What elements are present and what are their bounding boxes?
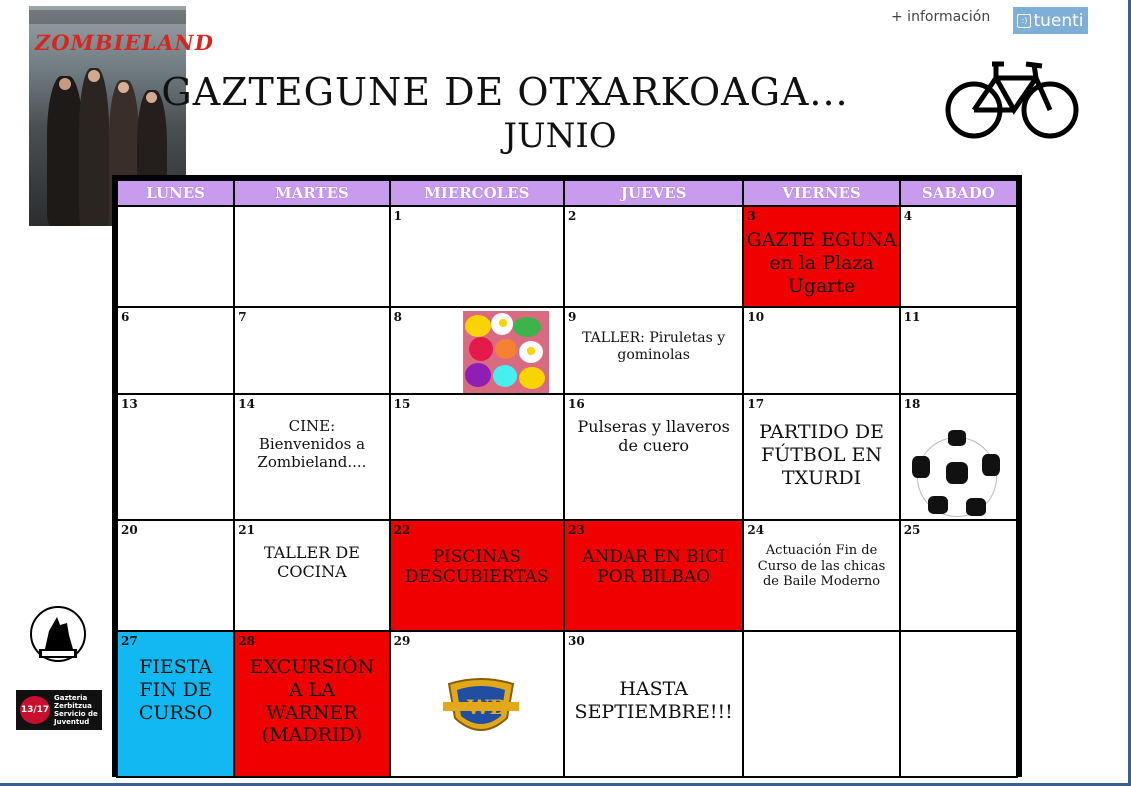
day-cell: [390, 631, 564, 777]
day-number: 13: [121, 397, 138, 411]
day-number: 29: [393, 634, 411, 648]
day-cell-event: [564, 631, 743, 777]
day-cell-event: [564, 520, 743, 631]
day-number: 21: [238, 523, 255, 537]
day-number: 27: [121, 634, 138, 648]
day-number: 7: [238, 310, 247, 324]
day-number: 6: [121, 310, 130, 324]
day-cell-event: [743, 206, 899, 307]
day-number: 17: [747, 397, 765, 411]
poster-title: ZOMBIELAND: [32, 30, 217, 55]
day-cell-event: [743, 520, 899, 631]
day-cell: [117, 520, 234, 631]
day-number: 2: [567, 209, 577, 223]
day-cell: [743, 307, 899, 394]
day-cell: [743, 631, 899, 777]
day-number: 16: [567, 397, 585, 411]
more-info-link[interactable]: + información: [891, 9, 991, 25]
day-number: 18: [903, 397, 921, 411]
event-text: TALLER: Piruletas y gominolas: [582, 330, 726, 363]
day-header: MIERCOLES: [390, 180, 564, 206]
event-text: Pulseras y llaveros de cuero: [577, 417, 730, 456]
day-cell-event: [564, 307, 743, 394]
day-number: 22: [393, 523, 411, 537]
day-number: 25: [903, 523, 921, 537]
soccer-ball-image: [917, 437, 997, 517]
day-number: 24: [747, 523, 765, 537]
tuenti-button[interactable]: [1013, 7, 1088, 34]
day-number: 9: [567, 310, 577, 324]
day-cell: [234, 206, 389, 307]
day-cell-event: [743, 394, 899, 520]
day-cell: [117, 394, 234, 520]
day-number: 28: [238, 634, 255, 648]
sweets-image: [463, 311, 549, 393]
day-number: 11: [903, 310, 921, 324]
day-number: 15: [393, 397, 411, 411]
calendar: [112, 175, 1022, 777]
day-cell: [900, 394, 1017, 520]
day-number: 8: [393, 310, 402, 324]
tuenti-icon: :): [1017, 14, 1031, 28]
event-text: PISCINAS DESCUBIERTAS: [405, 547, 549, 588]
day-header: SABADO: [900, 180, 1017, 206]
event-text: GAZTE EGUNA en la Plaza Ugarte: [746, 229, 897, 297]
event-text: FIESTA FIN DE CURSO: [138, 656, 213, 724]
event-text: CINE: Bienvenidos a Zombieland....: [257, 417, 367, 471]
day-cell-event: [234, 631, 389, 777]
day-cell-event: [234, 520, 389, 631]
day-cell: [900, 631, 1017, 777]
day-number: 3: [747, 209, 756, 223]
day-cell: [234, 307, 389, 394]
logo-number: 13/17: [20, 696, 50, 724]
page-month: JUNIO: [503, 116, 617, 156]
day-cell: [390, 206, 564, 307]
day-header: VIERNES: [743, 180, 899, 206]
day-cell: [117, 307, 234, 394]
day-number: 23: [567, 523, 585, 537]
day-cell: [900, 307, 1017, 394]
day-number: 20: [121, 523, 138, 537]
day-number: 14: [238, 397, 255, 411]
event-text: EXCURSIÓN A LA WARNER (MADRID): [249, 656, 375, 747]
event-text: Actuación Fin de Curso de las chicas de Baile Moderno: [757, 543, 886, 590]
day-number: 4: [903, 209, 913, 223]
day-cell-event: [234, 394, 389, 520]
wolf-logo: [29, 605, 87, 663]
event-text: TALLER DE COCINA: [263, 543, 360, 582]
day-cell: [900, 206, 1017, 307]
event-text: ANDAR EN BICI POR BILBAO: [582, 547, 726, 588]
day-header: JUEVES: [564, 180, 743, 206]
event-text: HASTA SEPTIEMBRE!!!: [574, 678, 733, 723]
event-text: PARTIDO DE FÚTBOL EN TXURDI: [759, 421, 884, 489]
day-cell: [900, 520, 1017, 631]
page-title: GAZTEGUNE DE OTXARKOAGA...: [161, 70, 849, 114]
day-cell: [390, 307, 564, 394]
warner-bros-logo: [445, 678, 517, 740]
bicycle-icon: [944, 58, 1082, 140]
day-cell: [564, 206, 743, 307]
day-header: LUNES: [117, 180, 234, 206]
day-cell-event: [390, 520, 564, 631]
youth-service-logo: 13/17 Gazteria Zerbitzua Servicio de Juventud: [16, 690, 102, 730]
day-header: MARTES: [234, 180, 389, 206]
day-number: 1: [393, 209, 402, 223]
day-cell-event: [564, 394, 743, 520]
day-cell-event: [117, 631, 234, 777]
day-cell: [117, 206, 234, 307]
day-number: 30: [567, 634, 585, 648]
tuenti-label: tuenti: [1033, 10, 1084, 31]
day-number: 10: [747, 310, 765, 324]
day-cell: [390, 394, 564, 520]
